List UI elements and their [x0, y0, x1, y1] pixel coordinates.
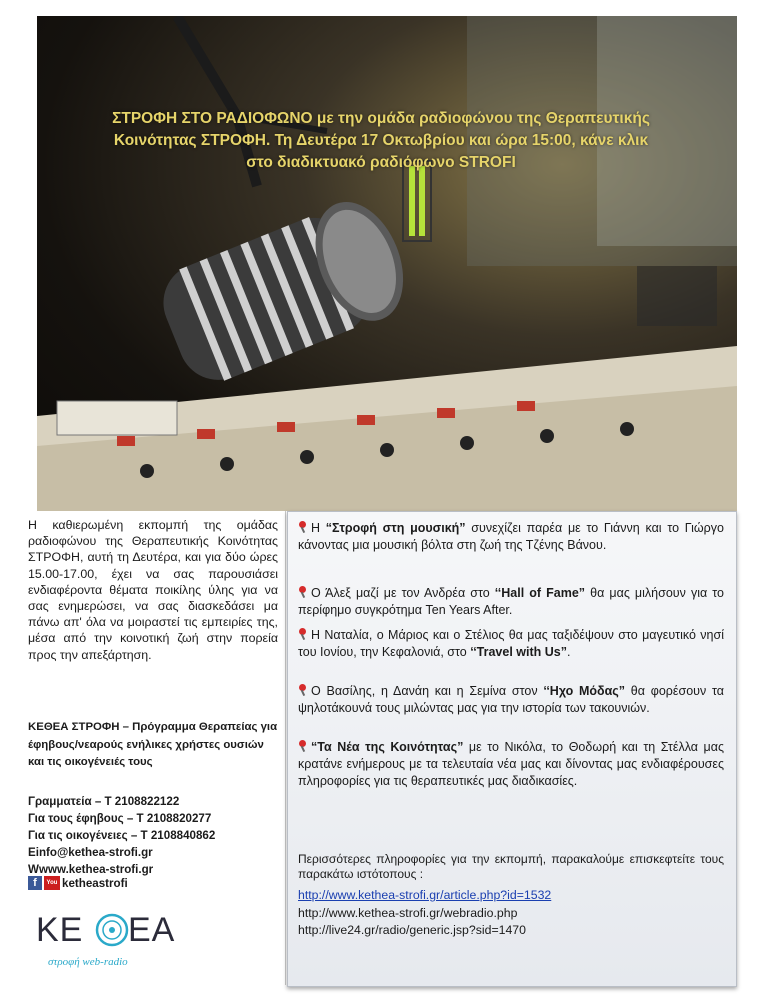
pushpin-icon	[298, 684, 308, 696]
contact-list	[28, 793, 278, 878]
item2-title: ‘‘Hall of Fame”	[494, 586, 586, 600]
left-column	[22, 511, 286, 985]
item1-title: “Στροφή στη μουσική”	[325, 521, 466, 535]
youtube-icon[interactable]: You	[44, 876, 60, 890]
social-handle[interactable]: ketheastrofi	[62, 876, 128, 890]
item4-pre: Ο Βασίλης, η Δανάη και η Σεμίνα στον	[311, 684, 544, 698]
contact-families: Για τις οικογένειες – Τ 2108840862	[28, 829, 216, 842]
program-box	[287, 511, 737, 987]
headline-line-3: στο διαδικτυακό ραδιόφωνο STROFI	[246, 154, 516, 171]
contact-secretariat: Γραμματεία – Τ 2108822122	[28, 795, 180, 808]
contact-email[interactable]: Einfo@kethea-strofi.gr	[28, 846, 153, 859]
logo-ring-icon	[94, 906, 130, 952]
pushpin-icon	[298, 586, 308, 598]
item3-title: ‘‘Travel with Us”	[470, 645, 567, 659]
item2-pre: Ο Άλεξ μαζί με τον Ανδρέα στο	[311, 586, 495, 600]
more-info-text: Περισσότερες πληροφορίες για την εκπομπή, παρακαλούμε επισκεφτείτε τους παρακάτω ιστότοπους :	[298, 852, 724, 881]
studio-microphone-illustration	[37, 16, 737, 511]
item4-text: θα φορέσουν τα ψηλοτάκουνά τους μιλώντας μας για την ιστορία των τακουνιών.	[298, 684, 724, 715]
program-item-community-news	[298, 739, 724, 790]
kethea-logo	[36, 906, 216, 976]
hero-photo	[37, 16, 737, 511]
program-item-travel	[298, 627, 724, 661]
logo-text-left: ΚΕ	[36, 911, 84, 949]
item3-text: .	[566, 645, 571, 659]
contact-website[interactable]: Wwww.kethea-strofi.gr	[28, 863, 154, 876]
headline-line-2: Κοινότητας ΣΤΡΟΦΗ. Τη Δευτέρα 17 Οκτωβρίου και ώρα 15:00, κάνε κλικ	[113, 132, 649, 149]
link-live24[interactable]: http://live24.gr/radio/generic.jsp?sid=1470	[298, 923, 526, 937]
facebook-icon[interactable]: f	[28, 876, 42, 890]
pushpin-icon	[298, 740, 308, 752]
headline-line-1: ΣΤΡΟΦΗ ΣΤΟ ΡΑΔΙΟΦΩΝΟ με την ομάδα ραδιοφώνου της Θεραπευτικής	[112, 110, 650, 127]
logo-tagline: στροφή web-radio	[48, 956, 128, 968]
logo-text-right: ΕΑ	[128, 911, 176, 949]
contact-adolescents: Για τους έφηβους – Τ 2108820277	[28, 812, 212, 825]
hero-headline	[61, 108, 701, 174]
item4-title: ‘‘Ηχο Μόδας”	[543, 684, 626, 698]
item1-pre: Η	[311, 521, 326, 535]
program-item-fashion	[298, 683, 724, 717]
social-links	[28, 876, 128, 890]
item1-text: συνεχίζει παρέα με το Γιάννη και το Γιώργο κάνοντας μια μουσική βόλτα στη ζωή της Τζένης Βάνου.	[298, 521, 724, 552]
intro-paragraph: Η καθιερωμένη εκπομπή της ομάδας ραδιοφώνου της Θεραπευτικής Κοινότητας ΣΤΡΟΦΗ, αυτή τη Δευτέρα, και για δύο ώρες 15.00-17.00, έχει να σας παρουσιάσει ενδιαφέροντα θέματα ποικίλης ύλης για να σας ενημερώσει, να σας διασκεδάσει μα πάνω απ' όλα να μοιραστεί τις εμπειρίες της, μέσα από την κοινοτική ζωή στην πορεία προς την απεξάρτηση.	[28, 518, 278, 662]
pushpin-icon	[298, 521, 308, 533]
pushpin-icon	[298, 628, 308, 640]
item3-pre: Η Ναταλία, ο Μάριος και ο Στέλιος θα μας ταξιδέψουν στο μαγευτικό νησί του Ιονίου, την Κεφαλονιά, στο	[298, 628, 724, 659]
program-item-music	[298, 520, 724, 554]
item5-text: με το Νικόλα, το Θοδωρή και τη Στέλλα μας κρατάνε ενήμερους με τα τελευταία νέα μας και δίνοντας μας ενδιαφέρουσες πληροφορίες για τις θεραπευτικές μας διαδικασίες.	[298, 740, 724, 788]
item2-text: θα μας μιλήσουν για το περίφημο συγκρότημα Ten Years After.	[298, 586, 724, 617]
link-article[interactable]: http://www.kethea-strofi.gr/article.php?id=1532	[298, 888, 552, 902]
item5-title: “Τα Νέα της Κοινότητας”	[311, 740, 464, 754]
link-webradio[interactable]: http://www.kethea-strofi.gr/webradio.php	[298, 906, 518, 920]
program-item-hall-of-fame	[298, 585, 724, 619]
organization-description: ΚΕΘΕΑ ΣΤΡΟΦΗ – Πρόγραμμα Θεραπείας για έφηβους/νεαρούς ενήλικες χρήστες ουσιών και τις οικογένειές τους	[28, 721, 278, 768]
